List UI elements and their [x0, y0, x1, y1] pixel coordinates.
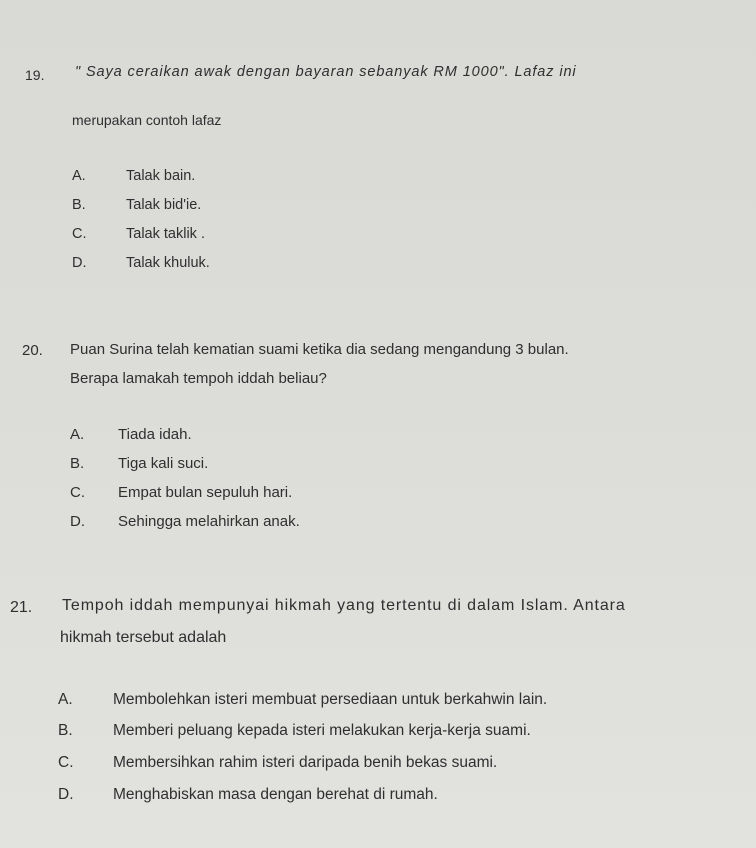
option-letter: B. [70, 455, 85, 472]
option-text: Talak khuluk. [126, 255, 210, 271]
question-number: 19. [25, 67, 45, 83]
option-letter: A. [72, 168, 86, 184]
question-text-line: merupakan contoh lafaz [72, 112, 222, 128]
option-letter: D. [70, 513, 85, 530]
question-number: 20. [22, 342, 43, 359]
question-text-line: hikmah tersebut adalah [60, 629, 227, 646]
option-letter: A. [70, 426, 85, 443]
option-letter: D. [72, 255, 87, 271]
option-letter: B. [58, 722, 73, 739]
option-letter: D. [58, 786, 74, 803]
option-letter: C. [72, 226, 87, 242]
option-text: Empat bulan sepuluh hari. [118, 484, 293, 501]
option-text: Sehingga melahirkan anak. [118, 513, 300, 530]
question-text-line: " Saya ceraikan awak dengan bayaran sebanyak RM 1000". Lafaz ini [75, 64, 577, 80]
option-letter: C. [70, 484, 85, 501]
option-text: Memberi peluang kepada isteri melakukan kerja-kerja suami. [113, 722, 531, 739]
option-text: Tiga kali suci. [118, 455, 209, 472]
option-text: Talak taklik . [126, 226, 205, 242]
option-letter: B. [72, 197, 86, 213]
option-letter: C. [58, 754, 74, 771]
question-text-line: Berapa lamakah tempoh iddah beliau? [70, 370, 327, 387]
question-text-line: Tempoh iddah mempunyai hikmah yang tertentu di dalam Islam. Antara [62, 597, 626, 614]
option-text: Membolehkan isteri membuat persediaan untuk berkahwin lain. [113, 691, 548, 708]
option-text: Membersihkan rahim isteri daripada benih bekas suami. [113, 754, 498, 771]
option-text: Tiada idah. [118, 426, 192, 443]
question-number: 21. [10, 599, 33, 616]
option-letter: A. [58, 691, 73, 708]
question-text-line: Puan Surina telah kematian suami ketika dia sedang mengandung 3 bulan. [70, 341, 569, 358]
option-text: Menghabiskan masa dengan berehat di rumah. [113, 786, 438, 803]
option-text: Talak bain. [126, 168, 196, 184]
option-text: Talak bid'ie. [126, 197, 202, 213]
